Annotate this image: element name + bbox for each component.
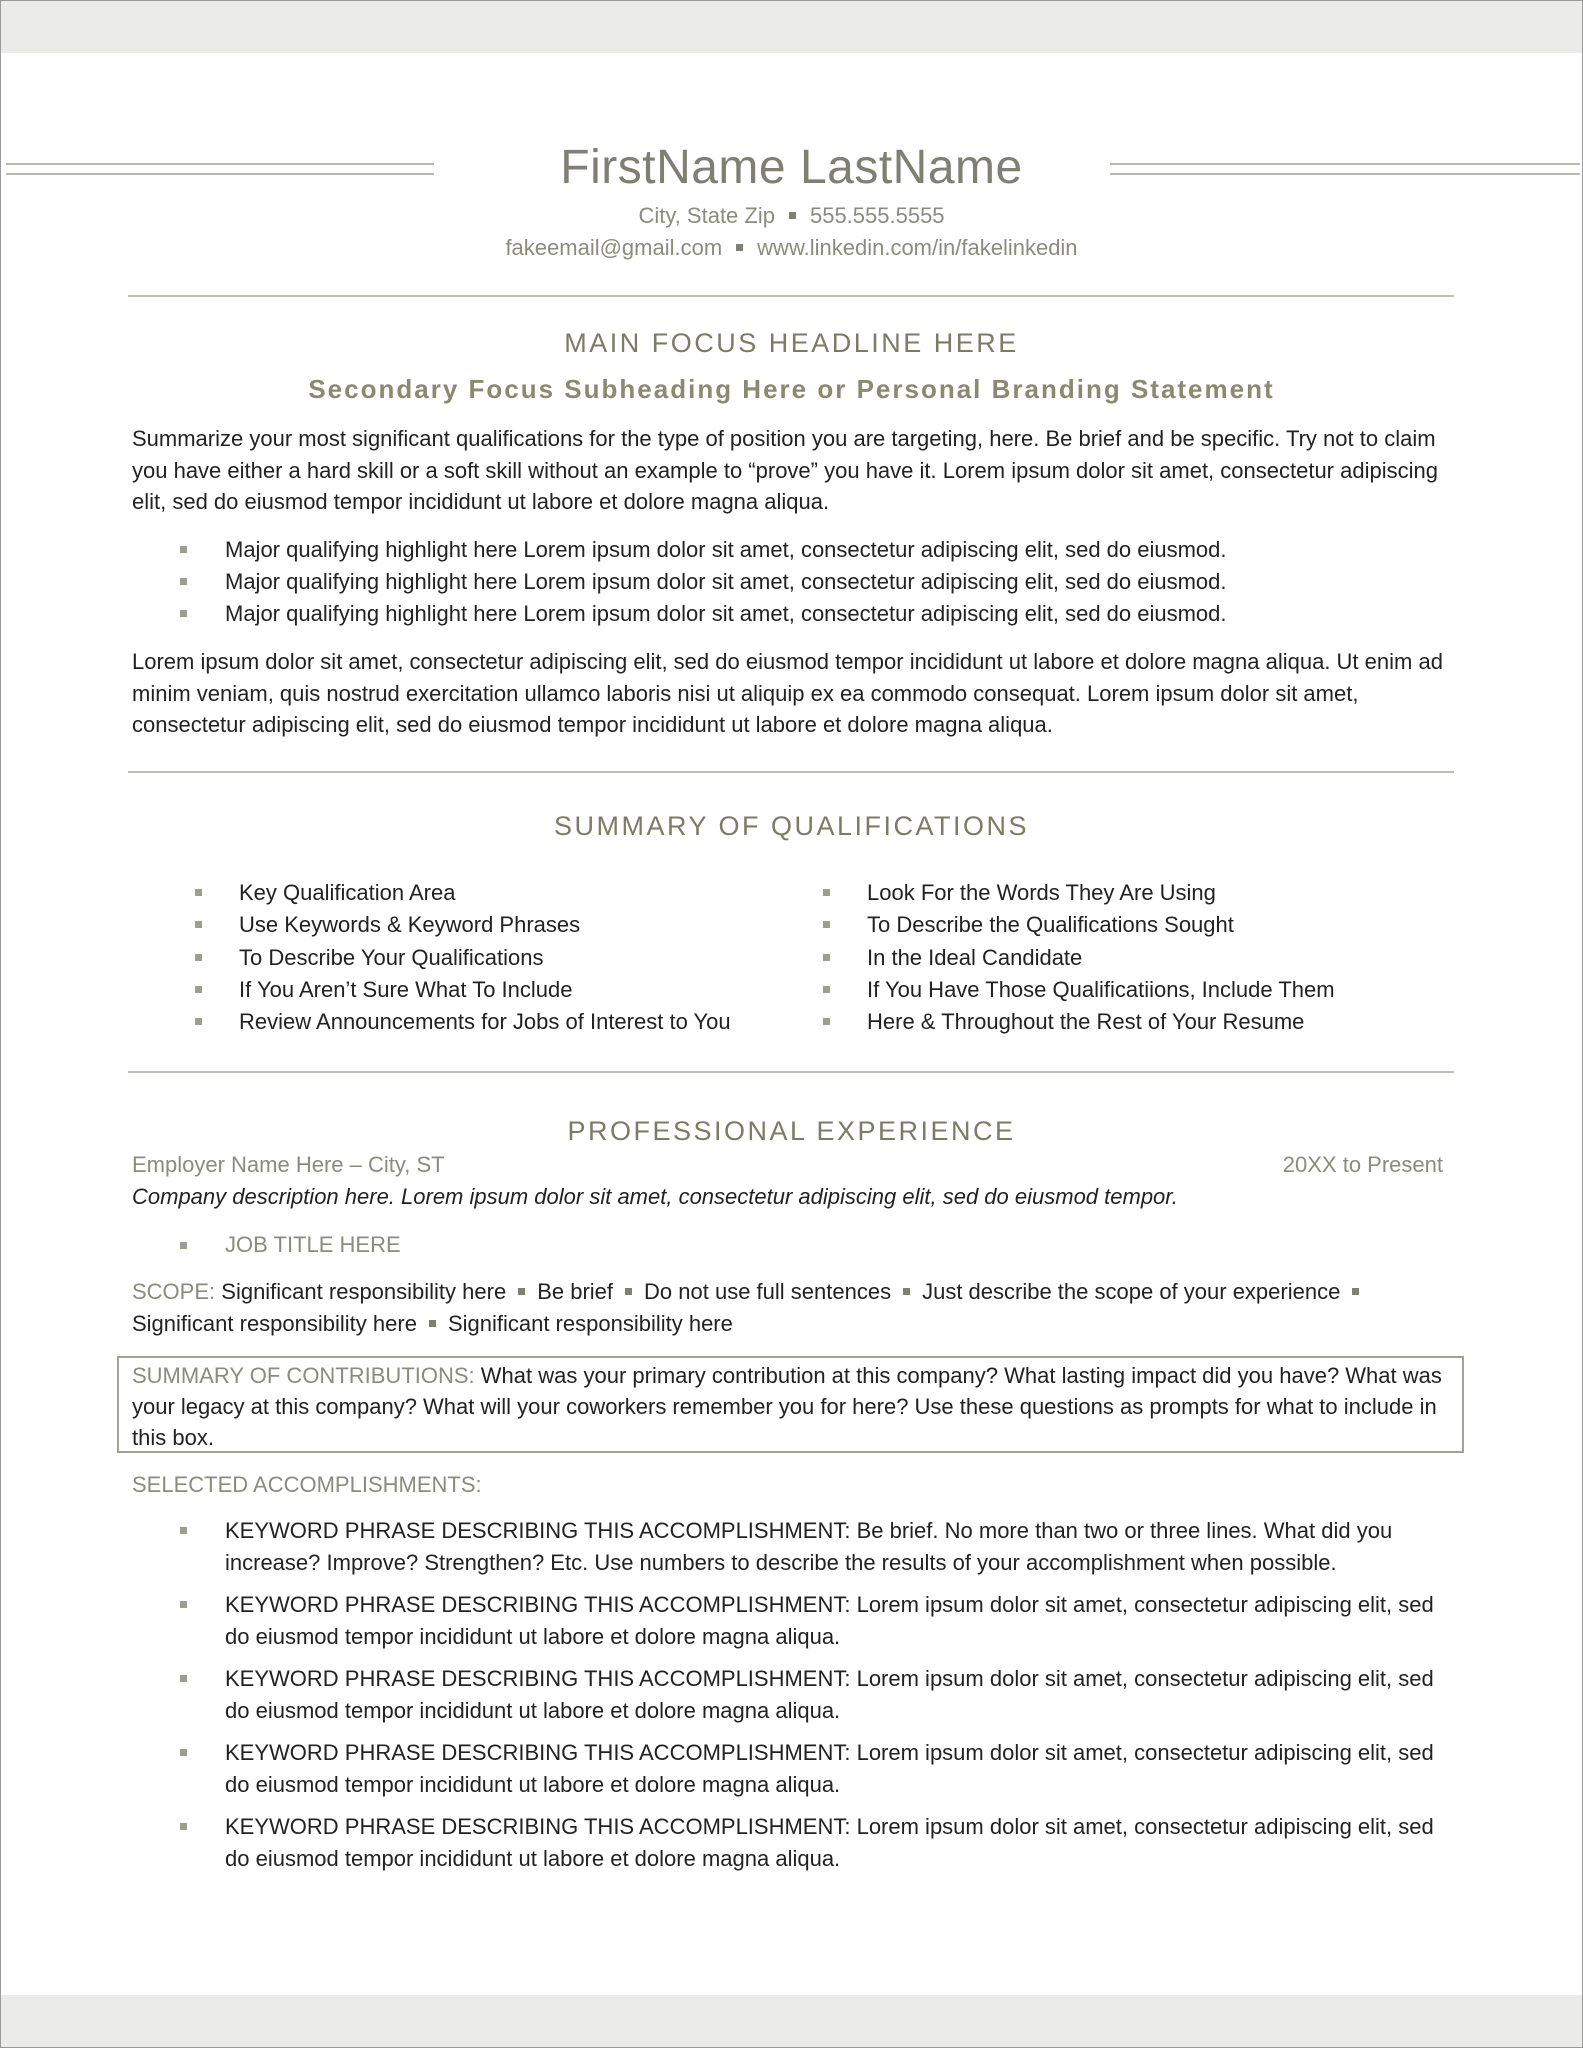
list-item: [195, 942, 795, 974]
list-item: [195, 909, 795, 941]
accomplishment-text: KEYWORD PHRASE DESCRIBING THIS ACCOMPLISHMENT: Be brief. No more than two or three lines. What did you increase? Improve? Strengthen? Etc. Use numbers to describe the results of your accomplishment when possible.: [225, 1518, 1393, 1575]
scope-label: SCOPE:: [132, 1279, 216, 1304]
qualification-text: Look For the Words They Are Using: [867, 880, 1216, 905]
separator-dot: [789, 212, 796, 219]
bullet-icon: [195, 986, 202, 993]
bullet-icon: [195, 889, 202, 896]
candidate-name: FirstName LastName: [560, 141, 1023, 194]
qualification-text: In the Ideal Candidate: [867, 944, 1083, 970]
accomplishment-text: KEYWORD PHRASE DESCRIBING THIS ACCOMPLISHMENT: Lorem ipsum dolor sit amet, consectetur adipiscing elit, sed do eiusmod tempor incididunt ut labore et dolore magna aliqua.: [225, 1592, 1434, 1649]
bullet-icon: [180, 546, 187, 553]
bullet-icon: [823, 921, 830, 928]
employer-name: Employer Name Here – City, ST: [132, 1152, 445, 1177]
bullet-icon: [180, 1749, 187, 1756]
bullet-icon: [195, 1018, 202, 1025]
contributions-label: SUMMARY OF CONTRIBUTIONS:: [132, 1363, 475, 1388]
list-item: [195, 974, 795, 1006]
bullet-icon: [823, 889, 830, 896]
qualifications-left-list: [195, 877, 795, 1038]
bullet-icon: [195, 921, 202, 928]
bullet-icon: [180, 610, 187, 617]
separator-dot: [1352, 1288, 1359, 1295]
list-item: [195, 877, 795, 909]
divider: [128, 295, 1454, 297]
divider: [128, 1071, 1454, 1073]
list-item: [180, 534, 1460, 566]
qualification-text: If You Have Those Qualificatiions, Include Them: [867, 976, 1335, 1002]
qualification-text: Use Keywords & Keyword Phrases: [239, 912, 581, 938]
bullet-icon: [823, 1018, 830, 1025]
list-item: [180, 1811, 1460, 1874]
contributions-body: What was your primary contribution at this company? What lasting impact did you have? What was your legacy at this company? What will your coworkers remember you for here? Use these questions as prompts for what to include in this box.: [132, 1363, 1442, 1450]
highlight-text: Major qualifying highlight here Lorem ipsum dolor sit amet, consectetur adipiscing elit, sed do eiusmod.: [225, 569, 1227, 594]
accomplishments-list: [180, 1515, 1460, 1885]
scope-item: Significant responsibility here: [447, 1311, 733, 1336]
accomplishment-text: KEYWORD PHRASE DESCRIBING THIS ACCOMPLISHMENT: Lorem ipsum dolor sit amet, consectetur adipiscing elit, sed do eiusmod tempor incididunt ut labore et dolore magna aliqua.: [225, 1666, 1434, 1723]
bullet-icon: [823, 986, 830, 993]
sub-headline: Secondary Focus Subheading Here or Personal Branding Statement: [308, 374, 1275, 404]
list-item: [180, 566, 1460, 598]
bullet-icon: [180, 1601, 187, 1608]
list-item: [180, 1589, 1460, 1652]
contributions-text: [132, 1360, 1452, 1453]
scope-item: Be brief: [537, 1279, 614, 1304]
separator-dot: [736, 244, 743, 251]
email[interactable]: fakeemail@gmail.com: [505, 235, 723, 260]
qualification-text: To Describe the Qualifications Sought: [867, 912, 1234, 938]
top-band: [1, 1, 1582, 53]
list-item: [180, 598, 1460, 630]
summary-paragraph: Summarize your most significant qualifications for the type of position you are targeting, here. Be brief and be specific. Try not to claim you have either a hard skill or a soft skill without an example to “prove” you have it. Lorem ipsum dolor sit amet, consectetur adipiscing elit, sed do eiusmod tempor incididunt ut labore et dolore magna aliqua.: [132, 426, 1438, 514]
list-item: [823, 877, 1443, 909]
main-headline: MAIN FOCUS HEADLINE HERE: [564, 328, 1019, 358]
separator-dot: [625, 1288, 632, 1295]
location: City, State Zip: [638, 203, 775, 228]
scope-item: Significant responsibility here: [132, 1311, 417, 1336]
highlight-text: Major qualifying highlight here Lorem ipsum dolor sit amet, consectetur adipiscing elit, sed do eiusmod.: [225, 537, 1227, 562]
bottom-band: [1, 1995, 1582, 2047]
job-title: [180, 1232, 401, 1258]
bullet-icon: [180, 1242, 187, 1249]
list-item: [823, 909, 1443, 941]
qualification-text: Review Announcements for Jobs of Interest to You: [239, 1009, 731, 1035]
qualifications-right-list: [823, 877, 1443, 1038]
bullet-icon: [180, 1675, 187, 1682]
qualifications-heading: SUMMARY OF QUALIFICATIONS: [553, 811, 1030, 841]
list-item: [180, 1515, 1460, 1578]
experience-heading: PROFESSIONAL EXPERIENCE: [567, 1116, 1016, 1146]
list-item: [823, 942, 1443, 974]
scope-item: Do not use full sentences: [644, 1279, 892, 1304]
employment-dates: 20XX to Present: [1282, 1152, 1443, 1177]
accomplishment-text: KEYWORD PHRASE DESCRIBING THIS ACCOMPLISHMENT: Lorem ipsum dolor sit amet, consectetur adipiscing elit, sed do eiusmod tempor incididunt ut labore et dolore magna aliqua.: [225, 1740, 1434, 1797]
qualification-text: To Describe Your Qualifications: [239, 944, 544, 970]
separator-dot: [903, 1288, 910, 1295]
divider: [128, 771, 1454, 773]
qualification-text: Key Qualification Area: [239, 880, 456, 905]
qualification-text: If You Aren’t Sure What To Include: [239, 976, 573, 1002]
scope-item: Just describe the scope of your experience: [922, 1279, 1341, 1304]
separator-dot: [429, 1320, 436, 1327]
contact-line-1: [0, 202, 1583, 230]
qualification-text: Here & Throughout the Rest of Your Resume: [867, 1009, 1305, 1035]
bullet-icon: [180, 578, 187, 585]
linkedin-url[interactable]: www.linkedin.com/in/fakelinkedin: [757, 235, 1078, 260]
list-item: [180, 1663, 1460, 1726]
list-item: [195, 1006, 795, 1038]
phone: 555.555.5555: [809, 203, 945, 228]
company-description: Company description here. Lorem ipsum dolor sit amet, consectetur adipiscing elit, sed do eiusmod tempor.: [132, 1184, 1178, 1209]
job-title-text: JOB TITLE HERE: [225, 1232, 401, 1257]
bullet-icon: [195, 954, 202, 961]
accomplishment-text: KEYWORD PHRASE DESCRIBING THIS ACCOMPLISHMENT: Lorem ipsum dolor sit amet, consectetur adipiscing elit, sed do eiusmod tempor incididunt ut labore et dolore magna aliqua.: [225, 1814, 1434, 1871]
accomplishments-label: SELECTED ACCOMPLISHMENTS:: [132, 1472, 482, 1497]
scope-item: Significant responsibility here: [221, 1279, 507, 1304]
closing-paragraph: Lorem ipsum dolor sit amet, consectetur adipiscing elit, sed do eiusmod tempor incididunt ut labore et dolore magna aliqua. Ut enim ad minim veniam, quis nostrud exercitation ullamco laboris nisi ut aliquip ex ea commodo consequat. Lorem ipsum dolor sit amet, consectetur adipiscing elit, sed do eiusmod tempor incididunt ut labore et dolore magna aliqua.: [132, 649, 1443, 737]
scope-section: [132, 1276, 1462, 1340]
bullet-icon: [180, 1527, 187, 1534]
bullet-icon: [180, 1823, 187, 1830]
separator-dot: [518, 1288, 525, 1295]
bullet-icon: [823, 954, 830, 961]
contact-line-2: [0, 234, 1583, 262]
list-item: [180, 1737, 1460, 1800]
highlight-list: [180, 534, 1460, 630]
highlight-text: Major qualifying highlight here Lorem ipsum dolor sit amet, consectetur adipiscing elit, sed do eiusmod.: [225, 601, 1227, 626]
list-item: [823, 1006, 1443, 1038]
list-item: [823, 974, 1443, 1006]
